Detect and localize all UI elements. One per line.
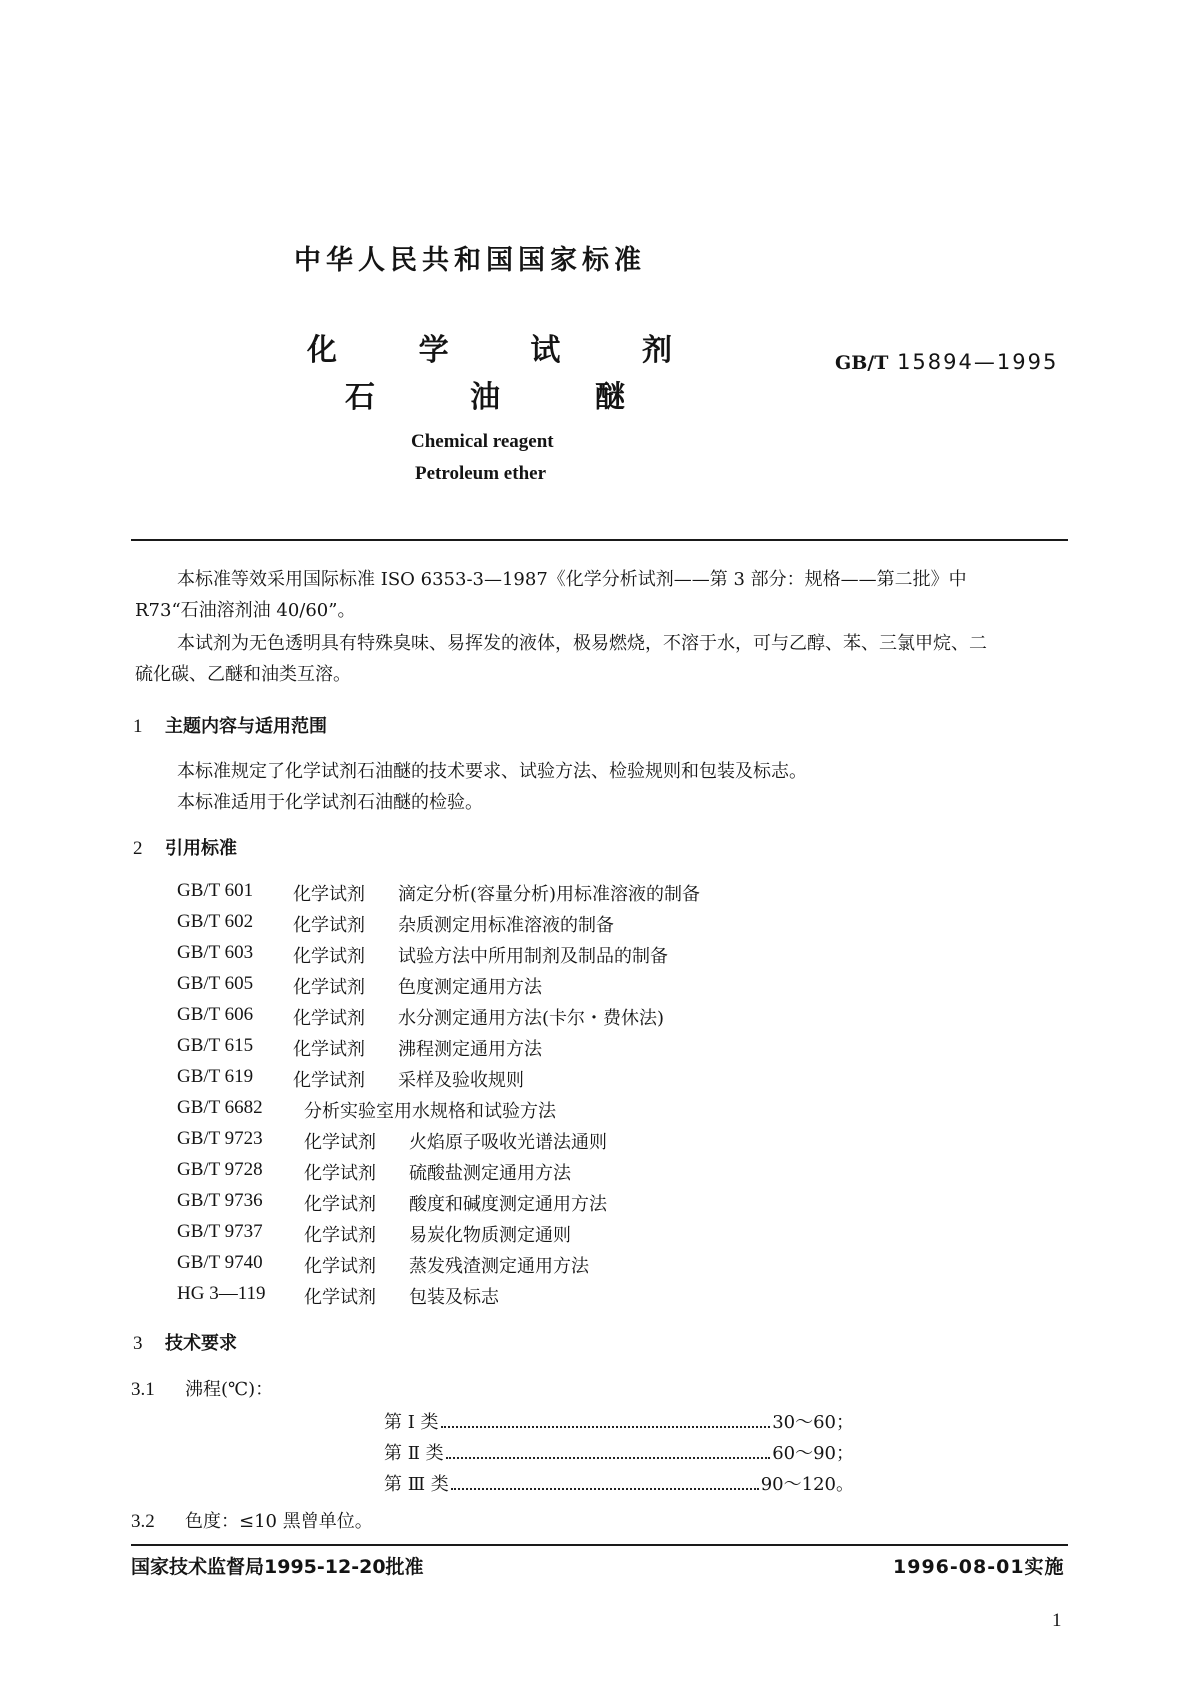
- reference-code: GB/T 603: [177, 942, 254, 963]
- reference-category: 化学试剂: [304, 1256, 376, 1277]
- reference-code: HG 3—119: [177, 1283, 266, 1304]
- reference-code: GB/T 605: [177, 973, 254, 994]
- intro-paragraph-1: [135, 564, 1067, 626]
- spec-color: [131, 1507, 373, 1533]
- section-title: 引用标准: [165, 838, 237, 859]
- reference-title: 水分测定通用方法(卡尔・费休法): [398, 1008, 665, 1029]
- intro-para2-line2: 硫化碳、乙醚和油类互溶。: [135, 664, 351, 685]
- intro-para1-line1: 本标准等效采用国际标准 ISO 6353-3—1987《化学分析试剂——第 3 部分：规格——第二批》中: [177, 569, 967, 590]
- reference-category: 化学试剂: [293, 977, 365, 998]
- section-number: 1: [133, 716, 143, 737]
- reference-category: 分析实验室用水规格和试验方法: [304, 1101, 556, 1122]
- bottom-divider: [131, 1544, 1068, 1546]
- title-char: 化: [307, 333, 337, 368]
- title-char: 剂: [641, 333, 672, 368]
- title-char: 醚: [595, 380, 625, 415]
- section-title: 主题内容与适用范围: [165, 716, 327, 737]
- reference-category: 化学试剂: [304, 1194, 376, 1215]
- reference-title: 试验方法中所用制剂及制品的制备: [398, 946, 668, 967]
- section-1-heading: [133, 712, 327, 738]
- boiling-class: 第 Ⅰ 类: [384, 1412, 439, 1433]
- spec-text: 色度：≤10 黑曾单位。: [185, 1511, 373, 1532]
- implementation-date: 1996-08-01实施: [893, 1556, 1065, 1578]
- section-number: 3: [133, 1333, 143, 1354]
- section-2-heading: [133, 834, 237, 860]
- section-1-line: 本标准适用于化学试剂石油醚的检验。: [177, 792, 483, 813]
- english-title-line1: Chemical reagent: [411, 431, 554, 452]
- spec-boiling-range: [131, 1375, 273, 1401]
- reference-category: 化学试剂: [304, 1287, 376, 1308]
- reference-title: 杂质测定用标准溶液的制备: [398, 915, 614, 936]
- reference-title: 火焰原子吸收光谱法通则: [409, 1132, 607, 1153]
- reference-code: GB/T 9723: [177, 1128, 263, 1149]
- boiling-range-value: 90～120。: [760, 1474, 854, 1495]
- reference-code: GB/T 606: [177, 1004, 254, 1025]
- section-1-line: 本标准规定了化学试剂石油醚的技术要求、试验方法、检验规则和包装及标志。: [177, 761, 807, 782]
- section-number: 2: [133, 838, 143, 859]
- reference-title: 易炭化物质测定通则: [409, 1225, 571, 1246]
- reference-category: 化学试剂: [293, 946, 365, 967]
- national-standard-title: 中华人民共和国国家标准: [294, 245, 646, 276]
- reference-title: 硫酸盐测定通用方法: [409, 1163, 571, 1184]
- approval-date: 国家技术监督局1995-12-20批准: [131, 1556, 424, 1578]
- boiling-range-value: 60～90；: [772, 1443, 854, 1464]
- top-divider: [131, 539, 1068, 541]
- reference-title: 沸程测定通用方法: [398, 1039, 542, 1060]
- title-char: 油: [470, 380, 500, 415]
- reference-code: GB/T 601: [177, 880, 254, 901]
- standard-code: 15894—1995: [897, 350, 1059, 374]
- reference-title: 滴定分析(容量分析)用标准溶液的制备: [398, 884, 701, 905]
- spec-number: 3.2: [131, 1511, 155, 1532]
- title-char: 试: [530, 333, 561, 368]
- reference-code: GB/T 9737: [177, 1221, 263, 1242]
- leader-dots: [441, 1426, 771, 1428]
- section-title: 技术要求: [165, 1333, 237, 1354]
- leader-dots: [446, 1457, 771, 1459]
- reference-category: 化学试剂: [293, 1008, 365, 1029]
- title-char: 石: [345, 380, 375, 415]
- reference-category: 化学试剂: [293, 1039, 365, 1060]
- reference-code: GB/T 9740: [177, 1252, 263, 1273]
- spec-label: 沸程(℃)：: [185, 1379, 274, 1400]
- boiling-range-row: [384, 1408, 854, 1434]
- reference-code: GB/T 9728: [177, 1159, 263, 1180]
- reference-category: 化学试剂: [304, 1163, 376, 1184]
- boiling-class: 第 Ⅱ 类: [384, 1443, 444, 1464]
- reference-title: 包装及标志: [409, 1287, 499, 1308]
- standard-prefix: GB/T: [835, 352, 889, 374]
- reference-code: GB/T 6682: [177, 1097, 263, 1118]
- reference-code: GB/T 619: [177, 1066, 254, 1087]
- boiling-range-value: 30～60；: [772, 1412, 854, 1433]
- english-title-line2: Petroleum ether: [415, 463, 547, 484]
- title-cn-line1: [307, 325, 672, 369]
- boiling-range-row: [384, 1439, 854, 1465]
- reference-category: 化学试剂: [304, 1225, 376, 1246]
- reference-category: 化学试剂: [293, 884, 365, 905]
- reference-title: 酸度和碱度测定通用方法: [409, 1194, 607, 1215]
- reference-category: 化学试剂: [293, 915, 365, 936]
- standard-number: [835, 350, 1058, 374]
- reference-category: 化学试剂: [304, 1132, 376, 1153]
- section-3-heading: [133, 1329, 237, 1355]
- reference-code: GB/T 615: [177, 1035, 254, 1056]
- page-number: 1: [1052, 1610, 1062, 1631]
- reference-code: GB/T 9736: [177, 1190, 263, 1211]
- reference-category: 化学试剂: [293, 1070, 365, 1091]
- reference-code: GB/T 602: [177, 911, 254, 932]
- intro-paragraph-2: [135, 628, 1067, 690]
- title-cn-line2: [345, 372, 625, 416]
- reference-title: 采样及验收规则: [398, 1070, 524, 1091]
- intro-para2-line1: 本试剂为无色透明具有特殊臭味、易挥发的液体，极易燃烧，不溶于水，可与乙醇、苯、三氯甲烷、二: [177, 633, 987, 654]
- boiling-class: 第 Ⅲ 类: [384, 1474, 449, 1495]
- spec-number: 3.1: [131, 1379, 155, 1400]
- boiling-range-row: [384, 1470, 854, 1496]
- reference-title: 色度测定通用方法: [398, 977, 542, 998]
- reference-title: 蒸发残渣测定通用方法: [409, 1256, 589, 1277]
- title-char: 学: [418, 333, 449, 368]
- intro-para1-line2: R73“石油溶剂油 40/60”。: [135, 600, 356, 621]
- leader-dots: [451, 1488, 759, 1490]
